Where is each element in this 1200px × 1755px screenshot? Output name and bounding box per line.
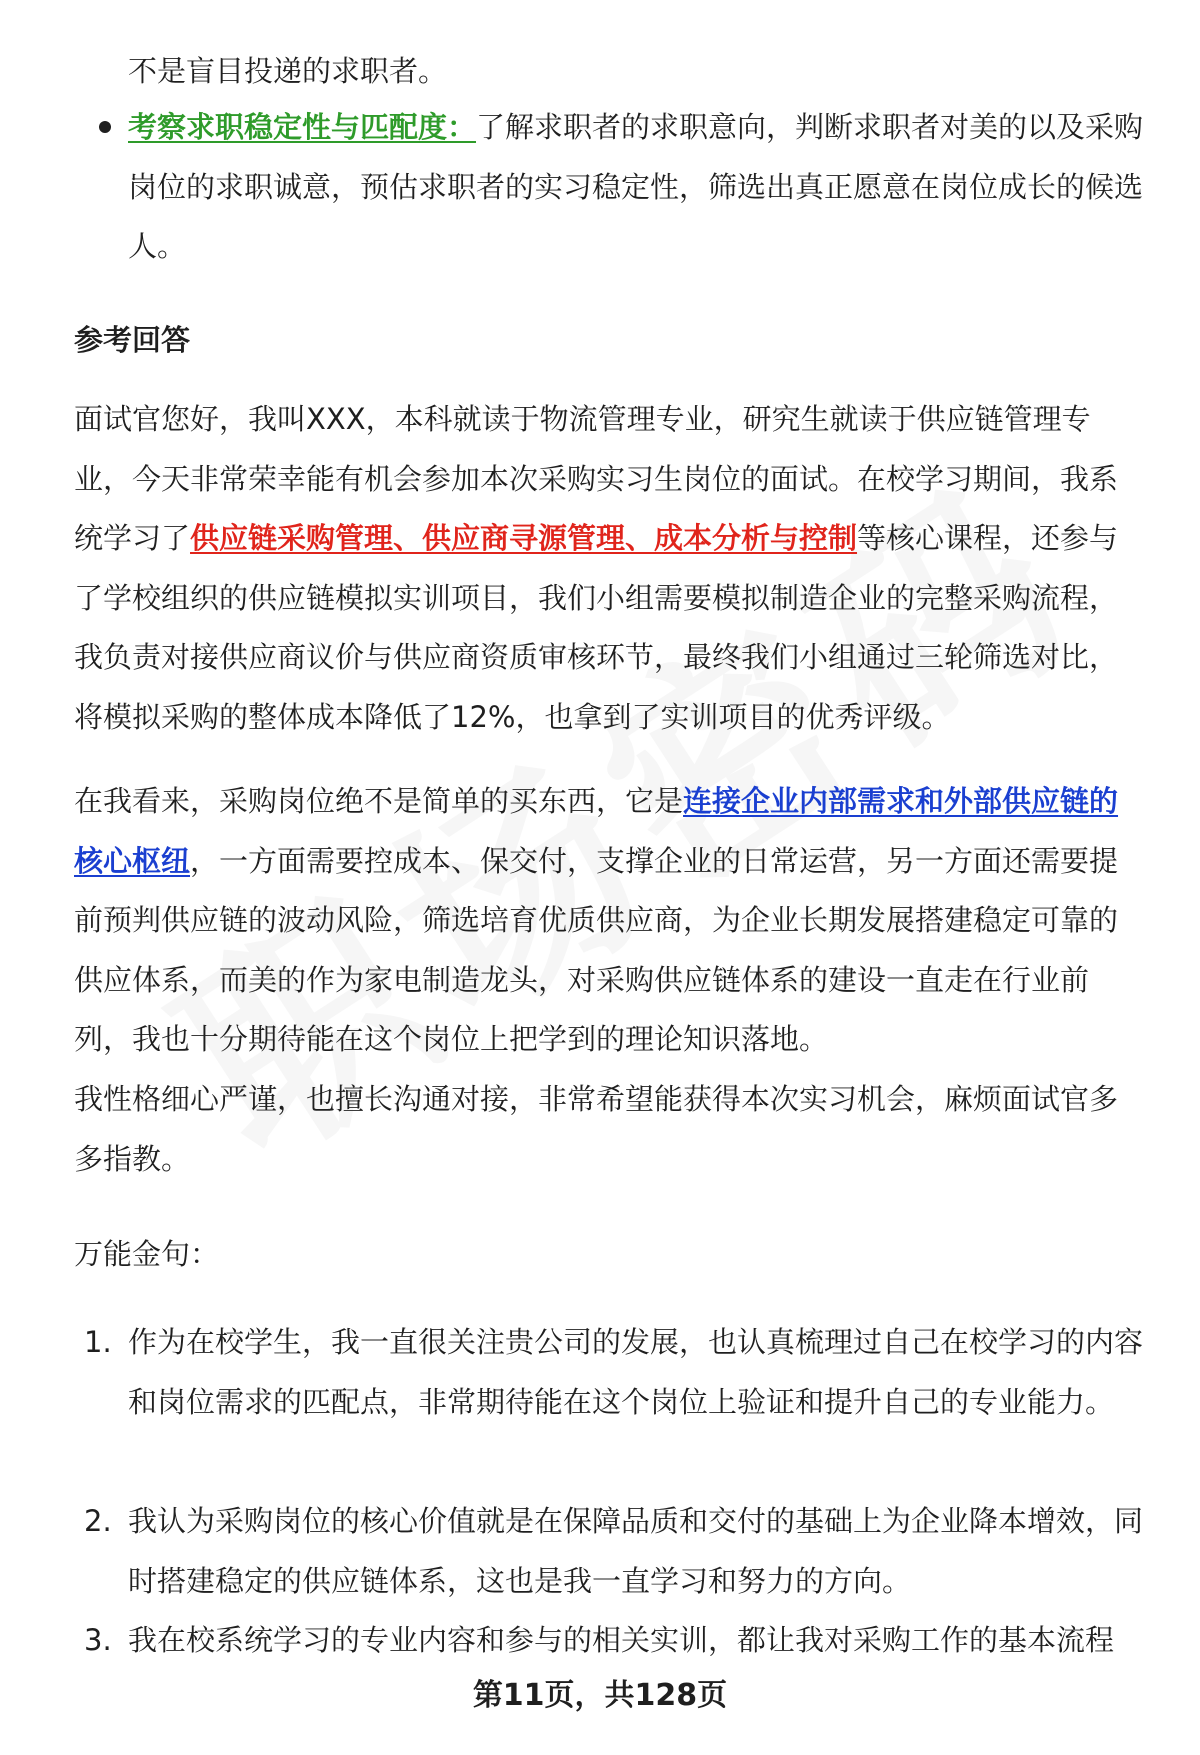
bullet-body: 了解求职者的求职意向，判断求职者对美的以及采购岗位的求职诚意，预估求职者的实习稳定性，筛选出真正愿意在岗位成长的候选人。 [128, 110, 1144, 263]
list-number: 1. [84, 1325, 112, 1359]
answer-p1-before: 面试官您好，我叫XXX，本科就读于物流管理专业，研究生就读于供应链管理专业，今天非常荣幸能有机会参加本次采购实习生岗位的面试。在校学习期间，我系统学习了 [74, 402, 1119, 555]
answer-p1-highlight: 供应链采购管理、供应商寻源管理、成本分析与控制 [190, 521, 858, 555]
list-text: 我在校系统学习的专业内容和参与的相关实训，都让我对采购工作的基本流程 [128, 1623, 1115, 1657]
list-text: 作为在校学生，我一直很关注贵公司的发展，也认真梳理过自己在校学习的内容和岗位需求的匹配点，非常期待能在这个岗位上验证和提升自己的专业能力。 [128, 1325, 1144, 1419]
section-heading: 参考回答 [74, 323, 191, 357]
bullet-text [128, 98, 1144, 277]
answer-p2-highlight: 连接企业内部需求和外部供应链的核心枢纽 [74, 784, 1119, 878]
answer-paragraph-1 [74, 390, 1144, 747]
answer-p2-after: ，一方面需要控成本、保交付，支撑企业的日常运营，另一方面还需要提前预判供应链的波动风险，筛选培育优质供应商，为企业长期发展搭建稳定可靠的供应体系，而美的作为家电制造龙头，对采购供应链体系的建设一直走在行业前列，我也十分期待能在这个岗位上把学到的理论知识落地。 [74, 843, 1119, 1056]
page-footer: 第11页，共128页 [472, 1678, 728, 1713]
answer-paragraph-3: 我性格细心严谨，也擅长沟通对接，非常希望能获得本次实习机会，麻烦面试官多多指教。 [74, 1082, 1119, 1176]
list-number: 2. [84, 1504, 112, 1538]
intro-continuation: 不是盲目投递的求职者。 [128, 54, 448, 88]
answer-p2-before: 在我看来，采购岗位绝不是简单的买东西，它是 [74, 784, 684, 818]
list-number: 3. [84, 1623, 112, 1657]
golden-sentences-heading: 万能金句： [74, 1237, 220, 1271]
list-text: 我认为采购岗位的核心价值就是在保障品质和交付的基础上为企业降本增效，同时搭建稳定的供应链体系，这也是我一直学习和努力的方向。 [128, 1504, 1144, 1598]
bullet-highlight: 考察求职稳定性与匹配度： [128, 110, 477, 144]
answer-p1-after: 等核心课程，还参与了学校组织的供应链模拟实训项目，我们小组需要模拟制造企业的完整采购流程，我负责对接供应商议价与供应商资质审核环节，最终我们小组通过三轮筛选对比，将模拟采购的整体成本降低了12%，也拿到了实训项目的优秀评级。 [74, 521, 1119, 734]
answer-paragraph-2 [74, 772, 1144, 1070]
bullet-dot-icon [99, 121, 111, 133]
